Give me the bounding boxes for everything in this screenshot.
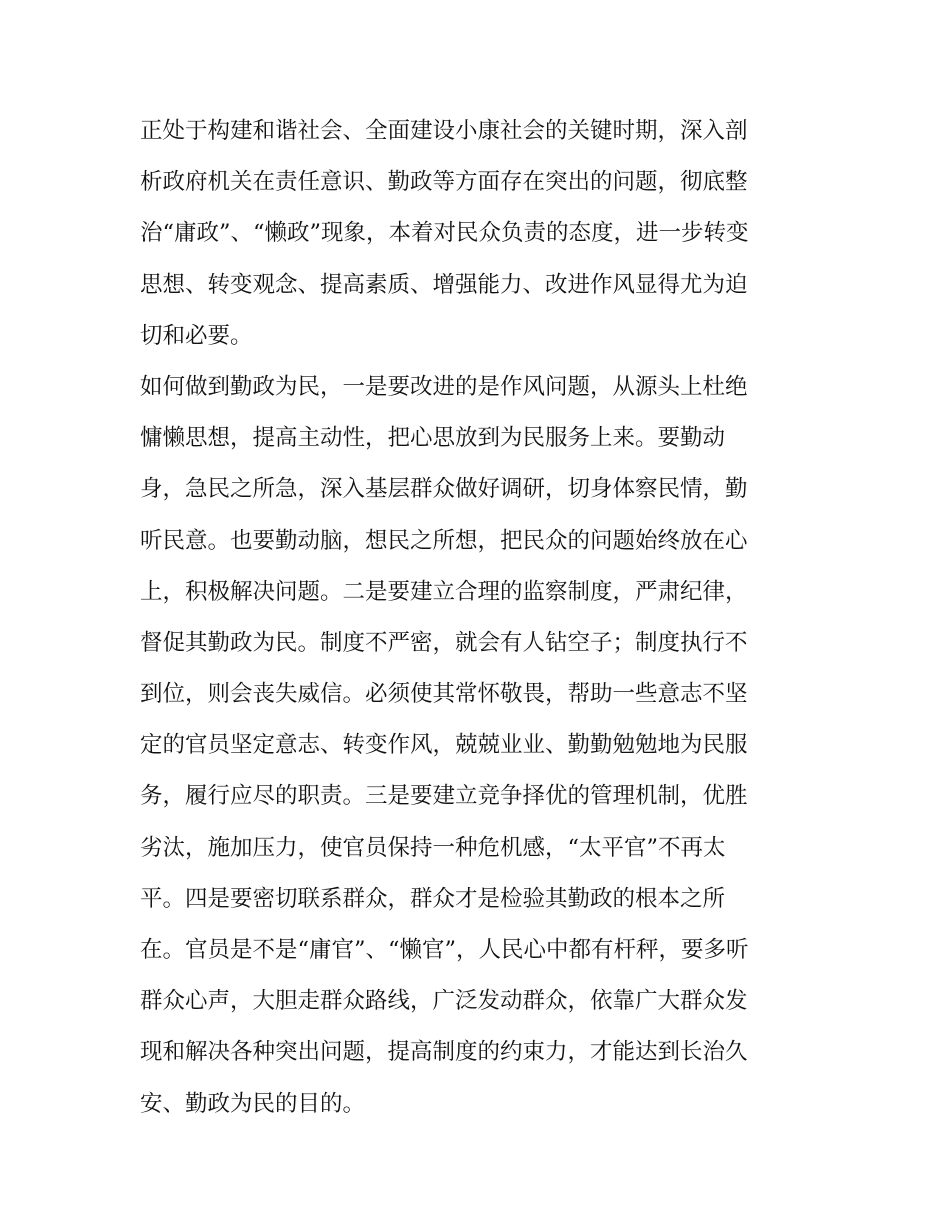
text-line: 如何做到勤政为民，一是要改进的是作风问题，从源头上杜绝 — [140, 373, 748, 400]
text-line: 正处于构建和谐社会、全面建设小康社会的关键时期，深入剖 — [140, 118, 748, 144]
text-line: 在。官员是不是“庸官”、“懒官”，人民心中都有杆秤，要多听 — [140, 937, 749, 963]
text-line: 安、勤政为民的目的。 — [140, 1090, 366, 1117]
text-line: 析政府机关在责任意识、勤政等方面存在突出的问题，彻底整 — [140, 169, 748, 196]
paragraph-2 — [140, 362, 820, 1130]
text-line: 慵懒思想，提高主动性，把心思放到为民服务上来。要勤动 — [140, 425, 726, 452]
text-line: 平。四是要密切联系群众，群众才是检验其勤政的根本之所 — [140, 885, 726, 912]
text-line: 听民意。也要勤动脑，想民之所想，把民众的问题始终放在心 — [140, 527, 748, 554]
paragraph-1 — [140, 106, 820, 362]
text-line: 切和必要。 — [140, 322, 253, 349]
text-line: 治“庸政”、“懒政”现象，本着对民众负责的态度，进一步转变 — [140, 220, 749, 247]
text-line: 现和解决各种突出问题，提高制度的约束力，才能达到长治久 — [140, 1039, 748, 1066]
text-line: 务，履行应尽的职责。三是要建立竞争择优的管理机制，优胜 — [140, 783, 748, 810]
text-line: 上，积极解决问题。二是要建立合理的监察制度，严肃纪律， — [140, 578, 748, 605]
text-line: 劣汰，施加压力，使官员保持一种危机感，“太平官”不再太 — [140, 834, 726, 861]
text-line: 定的官员坚定意志、转变作风，兢兢业业、勤勤勉勉地为民服 — [140, 732, 748, 759]
text-line: 群众心声，大胆走群众路线，广泛发动群众，依靠广大群众发 — [140, 988, 748, 1015]
text-line: 身，急民之所急，深入基层群众做好调研，切身体察民情，勤 — [140, 476, 748, 503]
text-line: 思想、转变观念、提高素质、增强能力、改进作风显得尤为迫 — [140, 271, 748, 298]
text-line: 督促其勤政为民。制度不严密，就会有人钻空子；制度执行不 — [140, 629, 748, 656]
body-text — [140, 106, 820, 1130]
text-line: 到位，则会丧失威信。必须使其常怀敬畏，帮助一些意志不坚 — [140, 681, 748, 708]
